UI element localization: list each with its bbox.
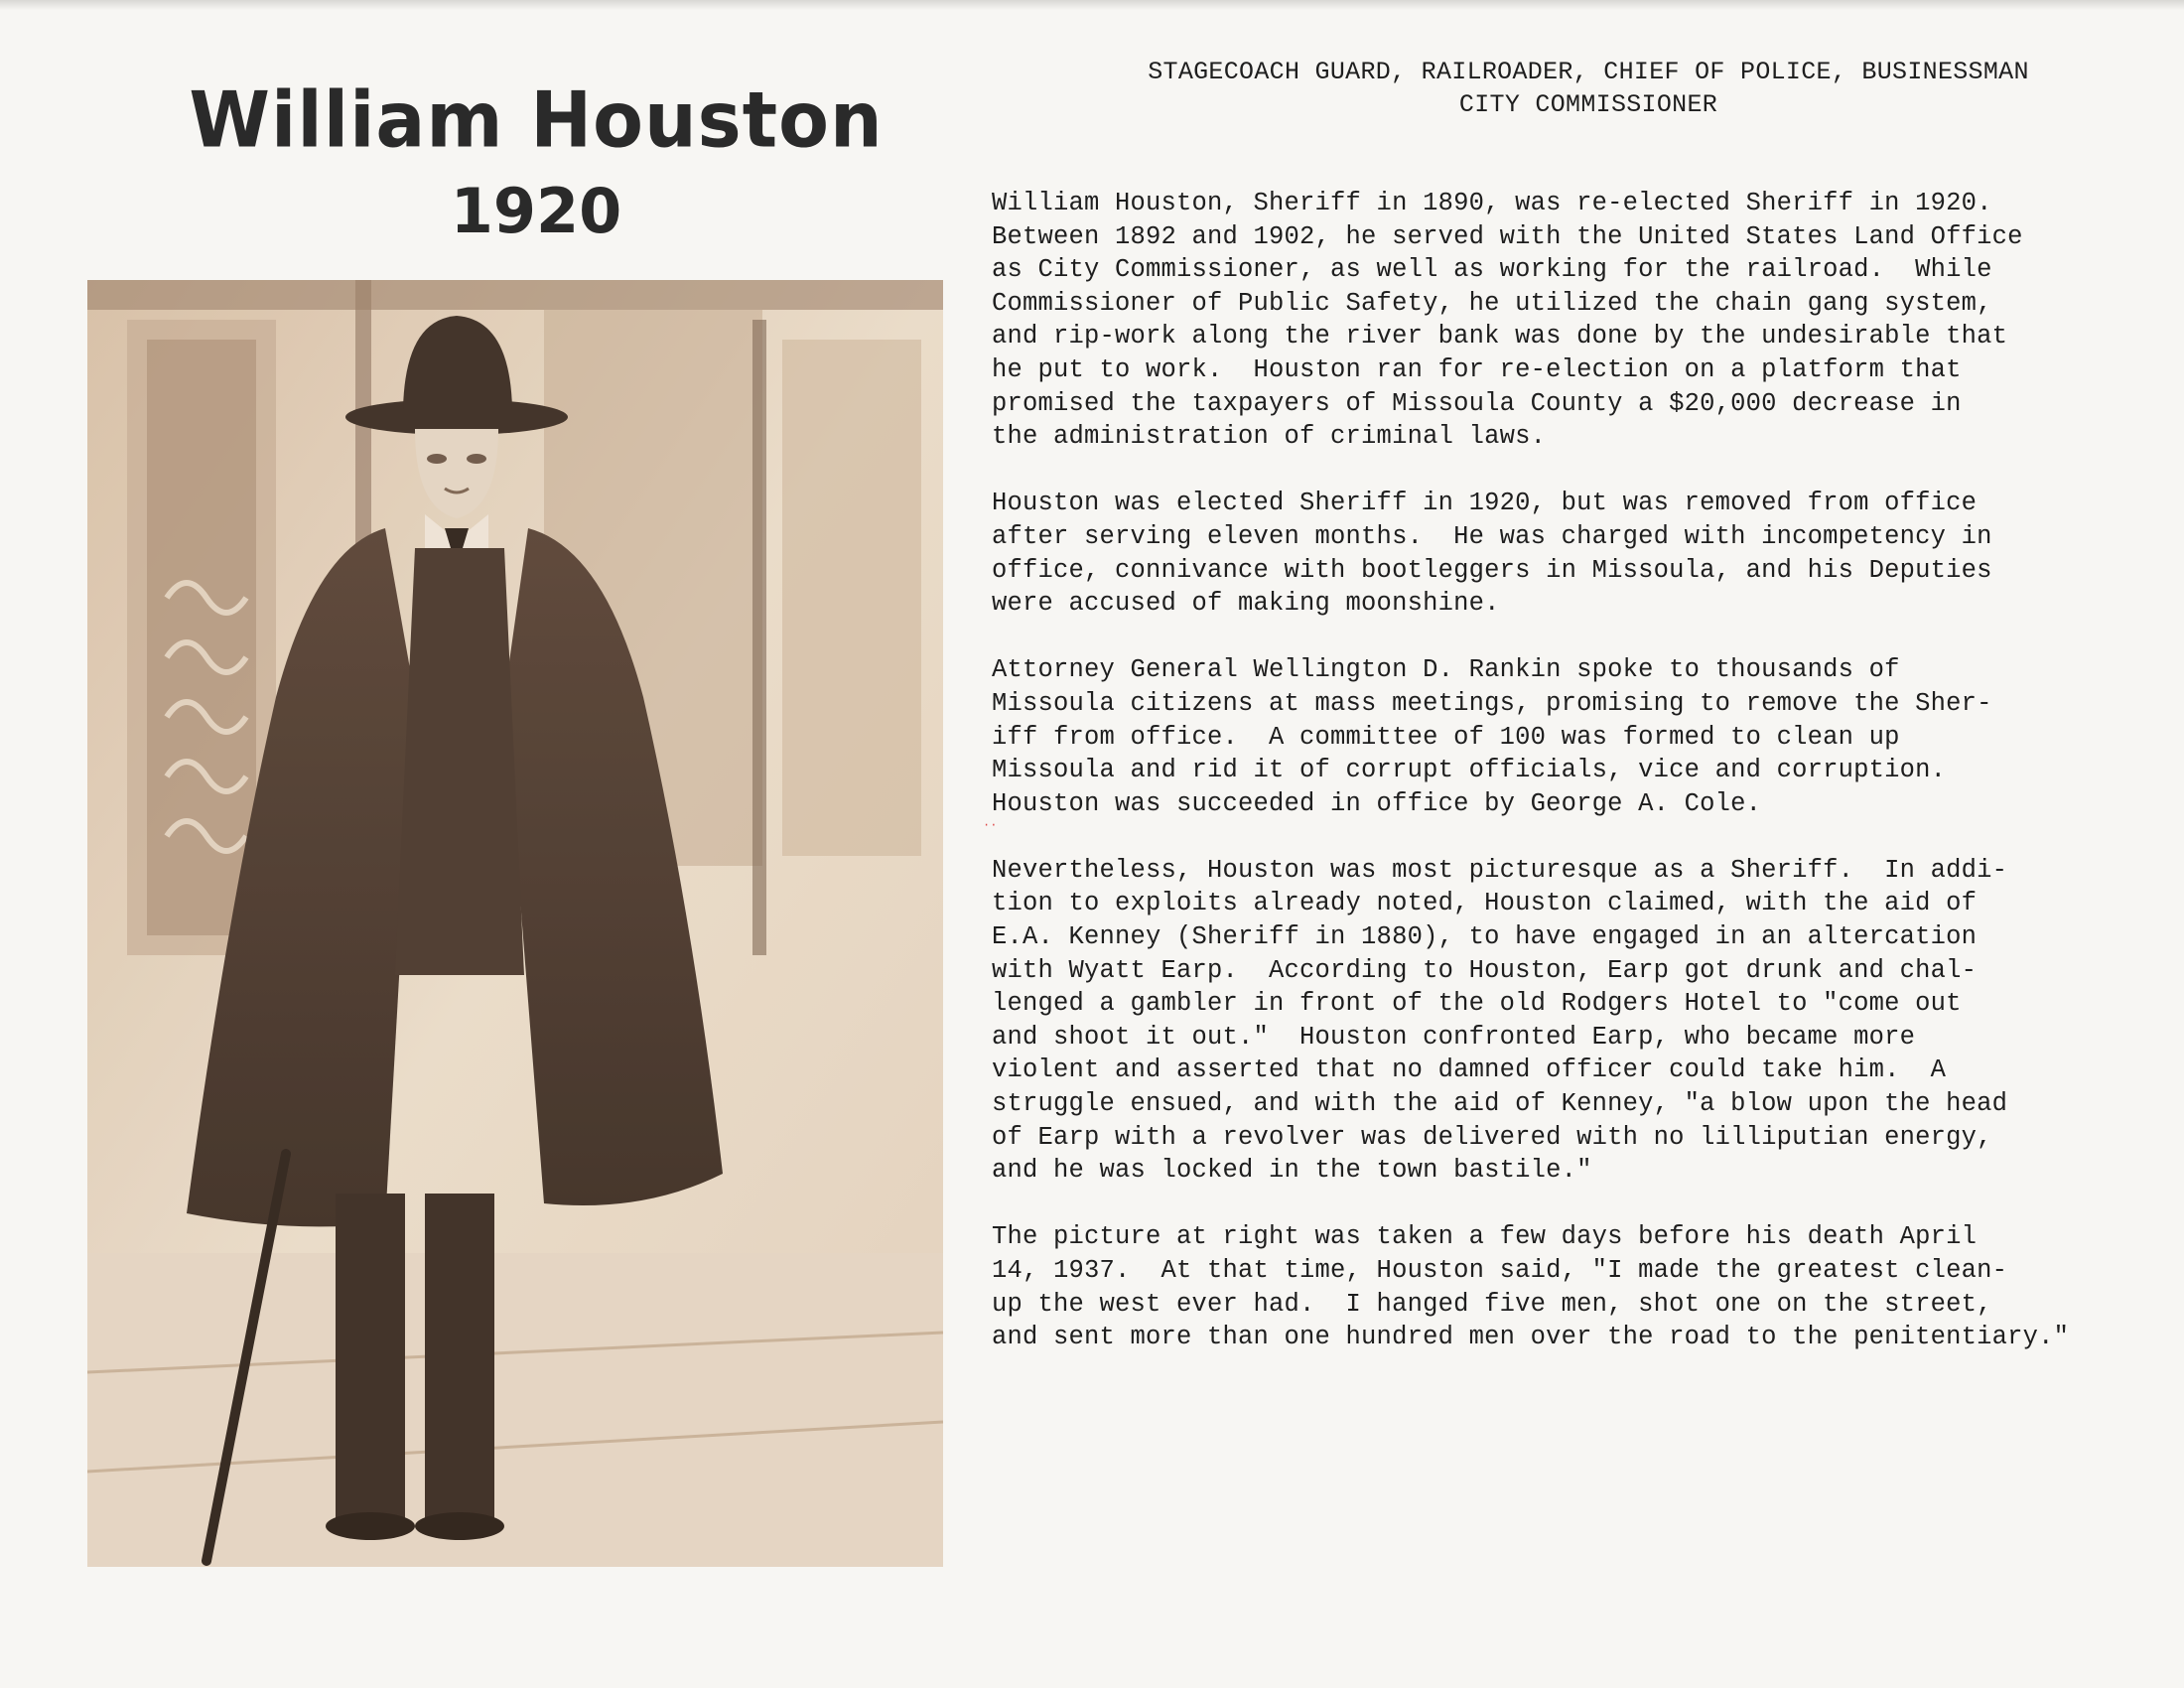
paragraph-line: lenged a gambler in front of the old Rodgers Hotel to "come out	[992, 989, 1962, 1019]
paragraph-line: with Wyatt Earp. According to Houston, Earp got drunk and chal-	[992, 955, 1978, 985]
paragraph	[992, 187, 2163, 454]
scan-edge	[0, 0, 2184, 10]
paragraph-line: as City Commissioner, as well as working for the railroad. While	[992, 255, 1992, 285]
paragraph-line: Nevertheless, Houston was most picturesque as a Sheriff. In addi-	[992, 855, 2008, 885]
paragraph-line: The picture at right was taken a few days before his death April	[992, 1222, 1978, 1252]
paragraph-line: iff from office. A committee of 100 was formed to clean up	[992, 722, 1900, 752]
paragraph-line: were accused of making moonshine.	[992, 589, 1500, 619]
paragraph-line: and shoot it out." Houston confronted Earp, who became more	[992, 1022, 1916, 1052]
paragraph-line: Houston was elected Sheriff in 1920, but was removed from office	[992, 489, 1978, 518]
paragraph-line: and he was locked in the town bastile."	[992, 1156, 1592, 1186]
portrait-image	[87, 280, 943, 1567]
paragraph-line: struggle ensued, and with the aid of Kenney, "a blow upon the head	[992, 1089, 2008, 1119]
paragraph-line: of Earp with a revolver was delivered with no lilliputian energy,	[992, 1122, 1992, 1152]
paragraph	[992, 1220, 2163, 1353]
paragraph-line: Missoula and rid it of corrupt officials, vice and corruption.	[992, 756, 1947, 785]
paragraph-line: up the west ever had. I hanged five men, shot one on the street,	[992, 1289, 1992, 1319]
paragraph-line: Attorney General Wellington D. Rankin spoke to thousands of	[992, 655, 1900, 685]
paragraph-line: William Houston, Sheriff in 1890, was re-elected Sheriff in 1920.	[992, 189, 1992, 217]
heading-line-1: STAGECOACH GUARD, RAILROADER, CHIEF OF POLICE, BUSINESSMAN	[1148, 58, 2029, 86]
portrait-photo	[87, 280, 943, 1567]
heading-line-2: CITY COMMISSIONER	[1458, 90, 1718, 119]
paragraph-line: Commissioner of Public Safety, he utilized the chain gang system,	[992, 288, 1992, 318]
paragraph-line: the administration of criminal laws.	[992, 422, 1547, 452]
paragraph-line: 14, 1937. At that time, Houston said, "I made the greatest clean-	[992, 1256, 2008, 1285]
paragraph-line: violent and asserted that no damned officer could take him. A	[992, 1055, 1947, 1085]
page-title: William Houston	[189, 74, 884, 166]
stray-mark: ··	[983, 818, 998, 832]
paragraph-line: E.A. Kenney (Sheriff in 1880), to have engaged in an altercation	[992, 922, 1978, 952]
paragraph-line: Houston was succeeded in office by George A. Cole.	[992, 788, 1762, 818]
paragraph-line: tion to exploits already noted, Houston claimed, with the aid of	[992, 889, 1978, 918]
paragraph	[992, 653, 2163, 820]
paragraph	[992, 487, 2163, 620]
paragraph-line: Missoula citizens at mass meetings, promising to remove the Sher-	[992, 688, 1992, 718]
page-year: 1920	[450, 175, 622, 247]
paragraph-line: and rip-work along the river bank was done by the undesirable that	[992, 322, 2008, 352]
occupation-heading	[973, 56, 2184, 121]
paragraph-line: Between 1892 and 1902, he served with the United States Land Office	[992, 221, 2023, 251]
paragraph-line: and sent more than one hundred men over the road to the penitentiary."	[992, 1323, 2070, 1352]
paragraph-line: promised the taxpayers of Missoula County a $20,000 decrease in	[992, 388, 1962, 418]
biography-text	[992, 187, 2163, 1387]
paragraph-line: after serving eleven months. He was charged with incompetency in	[992, 521, 1992, 551]
paragraph-line: office, connivance with bootleggers in Missoula, and his Deputies	[992, 555, 1992, 585]
paragraph	[992, 854, 2163, 1188]
paragraph-line: he put to work. Houston ran for re-election on a platform that	[992, 354, 1962, 384]
